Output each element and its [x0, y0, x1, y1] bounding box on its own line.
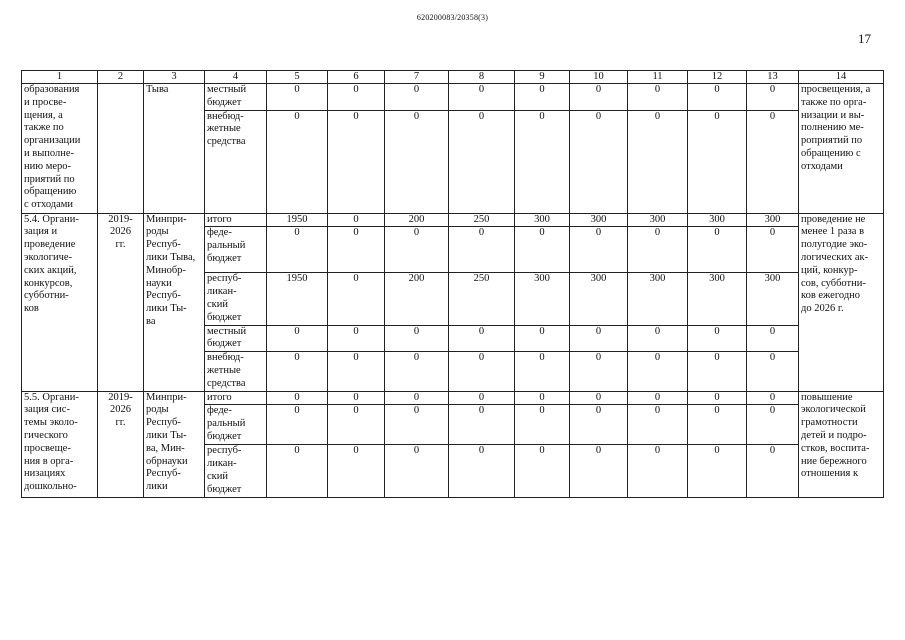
- value-cell: 300: [628, 273, 688, 325]
- executor-cell: Минпри- роды Респуб- лики Тыва, Минобр- науки Респуб- лики Ты- ва: [144, 213, 205, 391]
- funding-source-cell: респуб- ликан- ский бюджет: [205, 445, 267, 498]
- value-cell: 0: [688, 325, 747, 352]
- value-cell: 200: [385, 213, 449, 227]
- value-cell: 0: [747, 391, 799, 405]
- value-cell: 1950: [267, 213, 328, 227]
- value-cell: 0: [628, 110, 688, 213]
- measure-name-cell: 5.4. Органи- зация и проведение экологиче- ских акций, конкурсов, субботни- ков: [22, 213, 98, 391]
- column-number: 7: [385, 71, 449, 84]
- value-cell: 0: [267, 325, 328, 352]
- value-cell: 0: [328, 352, 385, 391]
- value-cell: 0: [628, 405, 688, 445]
- value-cell: 300: [570, 273, 628, 325]
- expected-result-cell: просвещения, а также по орга- низации и вы- полнению ме- роприятий по обращению с отходами: [799, 84, 884, 214]
- column-number: 4: [205, 71, 267, 84]
- value-cell: 0: [747, 325, 799, 352]
- value-cell: 0: [385, 84, 449, 111]
- value-cell: 250: [449, 273, 515, 325]
- value-cell: 0: [570, 405, 628, 445]
- period-cell: 2019- 2026 гг.: [98, 391, 144, 498]
- value-cell: 0: [328, 213, 385, 227]
- funding-source-cell: внебюд- жетные средства: [205, 110, 267, 213]
- value-cell: 300: [747, 213, 799, 227]
- value-cell: 0: [449, 325, 515, 352]
- value-cell: 0: [570, 445, 628, 498]
- value-cell: 0: [628, 391, 688, 405]
- value-cell: 0: [570, 352, 628, 391]
- value-cell: 0: [449, 352, 515, 391]
- value-cell: 0: [385, 325, 449, 352]
- value-cell: 0: [328, 325, 385, 352]
- value-cell: 0: [628, 325, 688, 352]
- value-cell: 0: [747, 352, 799, 391]
- value-cell: 0: [570, 391, 628, 405]
- funding-source-cell: местный бюджет: [205, 84, 267, 111]
- value-cell: 0: [267, 84, 328, 111]
- table-row: [22, 391, 884, 405]
- funding-source-cell: феде- ральный бюджет: [205, 405, 267, 445]
- column-number: 3: [144, 71, 205, 84]
- value-cell: 0: [328, 110, 385, 213]
- value-cell: 0: [328, 405, 385, 445]
- column-number: 5: [267, 71, 328, 84]
- value-cell: 0: [267, 405, 328, 445]
- value-cell: 0: [328, 391, 385, 405]
- value-cell: 0: [688, 405, 747, 445]
- value-cell: 0: [515, 405, 570, 445]
- funding-source-cell: феде- ральный бюджет: [205, 227, 267, 273]
- value-cell: 0: [628, 445, 688, 498]
- column-number: 1: [22, 71, 98, 84]
- executor-cell: Тыва: [144, 84, 205, 214]
- column-number: 8: [449, 71, 515, 84]
- value-cell: 0: [449, 227, 515, 273]
- value-cell: 0: [747, 405, 799, 445]
- column-number: 2: [98, 71, 144, 84]
- column-number: 11: [628, 71, 688, 84]
- value-cell: 300: [515, 273, 570, 325]
- value-cell: 0: [328, 273, 385, 325]
- expected-result-cell: проведение не менее 1 раза в полугодие эко- логических ак- ций, конкур- сов, субботни- ков ежегодно до 2026 г.: [799, 213, 884, 391]
- value-cell: 0: [449, 84, 515, 111]
- value-cell: 0: [267, 445, 328, 498]
- value-cell: 0: [328, 227, 385, 273]
- column-number: 14: [799, 71, 884, 84]
- value-cell: 0: [515, 110, 570, 213]
- value-cell: 0: [267, 227, 328, 273]
- value-cell: 0: [385, 405, 449, 445]
- value-cell: 0: [449, 405, 515, 445]
- document-id: 620200083/20358(3): [416, 13, 489, 22]
- funding-source-cell: итого: [205, 213, 267, 227]
- program-table: [21, 70, 884, 498]
- value-cell: 0: [747, 84, 799, 111]
- period-cell: [98, 84, 144, 214]
- expected-result-cell: повышение экологической грамотности детей и подро- стков, воспита- ние бережного отношения к: [799, 391, 884, 498]
- column-number: 9: [515, 71, 570, 84]
- value-cell: 0: [688, 227, 747, 273]
- period-cell: 2019- 2026 гг.: [98, 213, 144, 391]
- value-cell: 200: [385, 273, 449, 325]
- value-cell: 0: [267, 110, 328, 213]
- column-number: 13: [747, 71, 799, 84]
- value-cell: 300: [570, 213, 628, 227]
- value-cell: 0: [570, 110, 628, 213]
- funding-source-cell: итого: [205, 391, 267, 405]
- value-cell: 0: [385, 227, 449, 273]
- value-cell: 0: [515, 227, 570, 273]
- value-cell: 0: [747, 110, 799, 213]
- value-cell: 0: [628, 227, 688, 273]
- value-cell: 0: [385, 352, 449, 391]
- value-cell: 0: [385, 445, 449, 498]
- column-number: 12: [688, 71, 747, 84]
- value-cell: 0: [267, 352, 328, 391]
- funding-source-cell: внебюд- жетные средства: [205, 352, 267, 391]
- value-cell: 0: [267, 391, 328, 405]
- value-cell: 300: [688, 213, 747, 227]
- value-cell: 0: [688, 110, 747, 213]
- funding-source-cell: местный бюджет: [205, 325, 267, 352]
- value-cell: 0: [385, 391, 449, 405]
- value-cell: 0: [570, 227, 628, 273]
- measure-name-cell: образования и просве- щения, а также по организации и выполне- нию меро- приятий по обращению с отходами: [22, 84, 98, 214]
- value-cell: 0: [515, 445, 570, 498]
- value-cell: 0: [628, 352, 688, 391]
- value-cell: 250: [449, 213, 515, 227]
- value-cell: 0: [688, 84, 747, 111]
- value-cell: 300: [747, 273, 799, 325]
- value-cell: 0: [570, 84, 628, 111]
- column-number: 6: [328, 71, 385, 84]
- column-number: 10: [570, 71, 628, 84]
- value-cell: 0: [515, 325, 570, 352]
- value-cell: 0: [570, 325, 628, 352]
- value-cell: 0: [515, 84, 570, 111]
- value-cell: 0: [515, 352, 570, 391]
- table-row: [22, 213, 884, 227]
- value-cell: 0: [328, 84, 385, 111]
- table-row: [22, 84, 884, 111]
- column-number-row: [22, 71, 884, 84]
- value-cell: 0: [449, 391, 515, 405]
- value-cell: 0: [747, 445, 799, 498]
- value-cell: 0: [328, 445, 385, 498]
- measure-name-cell: 5.5. Органи- зация сис- темы эколо- гического просвеще- ния в орга- низациях дошкольно-: [22, 391, 98, 498]
- value-cell: 0: [688, 445, 747, 498]
- value-cell: 0: [688, 352, 747, 391]
- funding-source-cell: респуб- ликан- ский бюджет: [205, 273, 267, 325]
- page-number: 17: [858, 31, 871, 46]
- value-cell: 0: [515, 391, 570, 405]
- value-cell: 300: [515, 213, 570, 227]
- value-cell: 300: [688, 273, 747, 325]
- value-cell: 0: [747, 227, 799, 273]
- value-cell: 300: [628, 213, 688, 227]
- value-cell: 0: [688, 391, 747, 405]
- executor-cell: Минпри- роды Респуб- лики Ты- ва, Мин- обрнауки Респуб- лики: [144, 391, 205, 498]
- value-cell: 0: [449, 445, 515, 498]
- value-cell: 0: [385, 110, 449, 213]
- value-cell: 0: [449, 110, 515, 213]
- value-cell: 1950: [267, 273, 328, 325]
- value-cell: 0: [628, 84, 688, 111]
